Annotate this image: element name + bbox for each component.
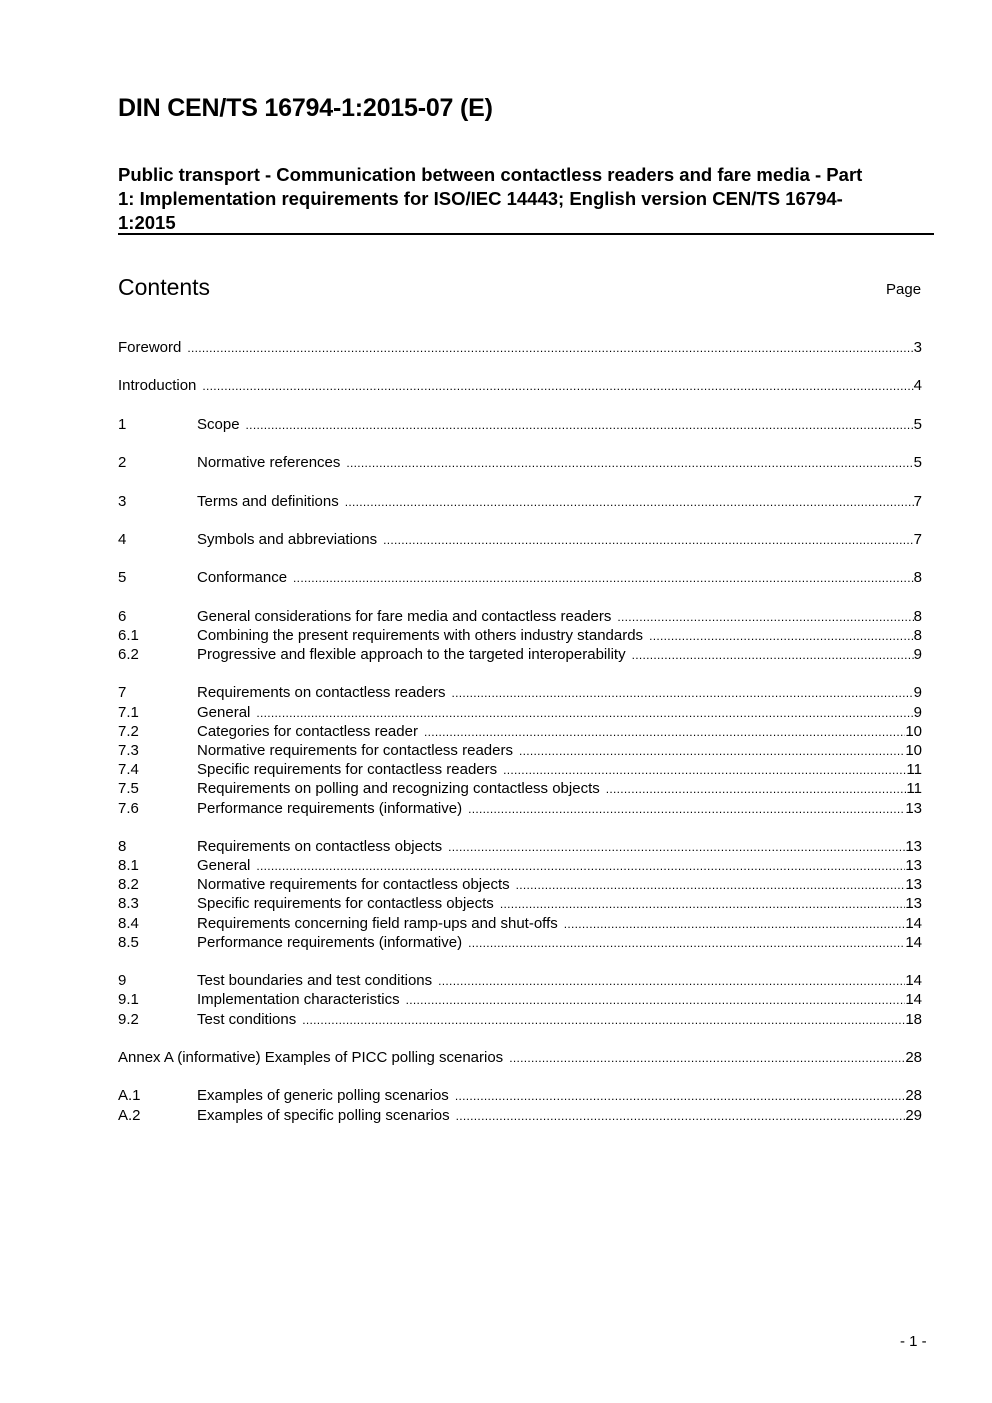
toc-dot-leader <box>617 611 913 623</box>
toc-entry[interactable] <box>118 684 922 703</box>
toc-entry-number: 8.2 <box>118 876 139 894</box>
document-title-line: 1:2015 <box>118 212 176 233</box>
toc-dot-leader <box>503 764 906 776</box>
toc-entry-number: 1 <box>118 415 127 433</box>
toc-entry-page: 13 <box>905 799 922 817</box>
page-column-label: Page <box>886 281 922 298</box>
toc-entry-page: 14 <box>905 914 922 932</box>
toc-entry[interactable] <box>118 742 922 761</box>
toc-entry-title: Annex A (informative) Examples of PICC polling scenarios <box>118 1048 504 1066</box>
toc-entry-page: 9 <box>913 684 922 702</box>
toc-entry-number: 3 <box>118 492 127 510</box>
toc-entry-page: 5 <box>913 454 922 472</box>
toc-dot-leader <box>456 1110 906 1122</box>
document-title-line: Public transport - Communication between contactless readers and fare media - Part <box>118 164 863 185</box>
toc-entry-title: Requirements on polling and recognizing contactless objects <box>197 780 600 798</box>
toc-entry[interactable] <box>118 895 922 914</box>
document-id: DIN CEN/TS 16794-1:2015-07 (E) <box>118 94 493 122</box>
toc-entry-number: 7 <box>118 684 127 702</box>
page-number: - 1 - <box>900 1333 927 1350</box>
toc-entry-page: 13 <box>905 837 922 855</box>
toc-entry-title: Requirements on contactless readers <box>197 684 446 702</box>
toc-entry-number: 9.1 <box>118 991 139 1009</box>
toc-entry-title: General <box>197 703 251 721</box>
toc-entry-page: 28 <box>905 1048 922 1066</box>
toc-dot-leader <box>455 1090 906 1102</box>
toc-entry[interactable] <box>118 339 922 358</box>
toc-entry[interactable] <box>118 838 922 857</box>
toc-entry[interactable] <box>118 608 922 627</box>
toc-entry-number: 7.4 <box>118 761 139 779</box>
toc-entry-page: 8 <box>913 607 922 625</box>
toc-entry[interactable] <box>118 1049 922 1068</box>
toc-dot-leader <box>468 803 905 815</box>
toc-entry-number: 6 <box>118 607 127 625</box>
toc-entry-title: Symbols and abbreviations <box>197 530 378 548</box>
toc-entry-title: Requirements concerning field ramp-ups and shut-offs <box>197 914 558 932</box>
toc-entry-title: Normative references <box>197 454 341 472</box>
toc-dot-leader <box>302 1014 905 1026</box>
title-divider <box>118 233 934 235</box>
toc-dot-leader <box>649 630 914 642</box>
toc-entry-number: 9 <box>118 972 127 990</box>
toc-entry[interactable] <box>118 915 922 934</box>
document-title-line: 1: Implementation requirements for ISO/IEC 14443; English version CEN/TS 16794- <box>118 188 843 209</box>
toc-entry-title: Performance requirements (informative) <box>197 933 463 951</box>
toc-entry-title: Terms and definitions <box>197 492 339 510</box>
toc-entry-title: Performance requirements (informative) <box>197 799 463 817</box>
toc-entry[interactable] <box>118 1107 922 1126</box>
toc-entry-title: Normative requirements for contactless readers <box>197 741 513 759</box>
toc-dot-leader <box>632 649 914 661</box>
toc-entry[interactable] <box>118 627 922 646</box>
toc-entry-page: 7 <box>913 530 922 548</box>
toc-entry-number: 7.3 <box>118 741 139 759</box>
toc-entry-number: 7.2 <box>118 722 139 740</box>
toc-entry[interactable] <box>118 531 922 550</box>
toc-entry-title: Implementation characteristics <box>197 991 400 1009</box>
toc-entry[interactable] <box>118 857 922 876</box>
toc-entry[interactable] <box>118 1011 922 1030</box>
toc-dot-leader <box>256 860 905 872</box>
toc-entry-page: 13 <box>905 876 922 894</box>
table-of-contents <box>118 339 922 1126</box>
toc-entry-number: 7.1 <box>118 703 139 721</box>
toc-entry-number: 8.1 <box>118 857 139 875</box>
toc-dot-leader <box>438 975 905 987</box>
toc-entry-number: 9.2 <box>118 1010 139 1028</box>
toc-entry-number: 7.5 <box>118 780 139 798</box>
toc-dot-leader <box>519 745 905 757</box>
toc-dot-leader <box>606 783 907 795</box>
toc-dot-leader <box>293 572 914 584</box>
document-title <box>118 163 933 235</box>
toc-entry-page: 18 <box>905 1010 922 1028</box>
toc-entry-page: 10 <box>905 722 922 740</box>
toc-entry-page: 3 <box>913 339 922 356</box>
toc-entry[interactable] <box>118 876 922 895</box>
toc-entry[interactable] <box>118 646 922 665</box>
toc-entry-title: Introduction <box>118 377 197 395</box>
toc-entry[interactable] <box>118 704 922 723</box>
toc-entry-number: 4 <box>118 530 127 548</box>
toc-entry-title: Specific requirements for contactless objects <box>197 895 494 913</box>
toc-entry-page: 9 <box>913 703 922 721</box>
toc-entry-page: 5 <box>913 415 922 433</box>
toc-entry-title: Test boundaries and test conditions <box>197 972 433 990</box>
toc-dot-leader <box>383 534 914 546</box>
toc-entry-title: Specific requirements for contactless readers <box>197 761 498 779</box>
toc-entry[interactable] <box>118 991 922 1010</box>
toc-dot-leader <box>424 726 905 738</box>
toc-dot-leader <box>468 937 905 949</box>
toc-entry-number: 8 <box>118 837 127 855</box>
toc-entry-page: 4 <box>913 377 922 395</box>
toc-entry-page: 10 <box>905 741 922 759</box>
toc-dot-leader <box>564 918 906 930</box>
toc-entry-number: 6.2 <box>118 646 139 663</box>
toc-entry-title: Scope <box>197 415 240 433</box>
toc-entry-page: 11 <box>906 780 922 798</box>
toc-entry[interactable] <box>118 493 922 512</box>
toc-entry-page: 9 <box>913 646 922 663</box>
toc-entry-title: Requirements on contactless objects <box>197 837 443 855</box>
toc-entry[interactable] <box>118 454 922 473</box>
toc-dot-leader <box>448 841 905 853</box>
toc-dot-leader <box>509 1052 905 1064</box>
toc-entry-page: 14 <box>905 972 922 990</box>
toc-entry-number: 8.3 <box>118 895 139 913</box>
toc-entry-number: 6.1 <box>118 626 139 644</box>
toc-entry-title: Normative requirements for contactless objects <box>197 876 510 894</box>
toc-entry-title: Foreword <box>118 339 182 356</box>
contents-heading: Contents <box>118 274 211 300</box>
toc-entry-title: Categories for contactless reader <box>197 722 418 740</box>
toc-dot-leader <box>451 687 913 699</box>
toc-entry-title: Examples of specific polling scenarios <box>197 1106 450 1124</box>
toc-entry-title: Progressive and flexible approach to the targeted interoperability <box>197 646 626 663</box>
toc-entry-number: 2 <box>118 454 127 472</box>
toc-entry-page: 28 <box>905 1087 922 1105</box>
toc-entry[interactable] <box>118 377 922 396</box>
toc-entry[interactable] <box>118 972 922 991</box>
toc-dot-leader <box>500 898 906 910</box>
toc-entry-number: A.2 <box>118 1106 141 1124</box>
toc-entry-number: 8.5 <box>118 933 139 951</box>
toc-entry-page: 29 <box>905 1106 922 1124</box>
toc-dot-leader <box>246 419 914 431</box>
toc-entry-title: General <box>197 857 251 875</box>
toc-entry-page: 13 <box>905 895 922 913</box>
toc-entry[interactable] <box>118 416 922 435</box>
toc-entry[interactable] <box>118 723 922 742</box>
toc-entry-number: 5 <box>118 569 127 587</box>
toc-entry[interactable] <box>118 800 922 819</box>
toc-dot-leader <box>516 879 906 891</box>
toc-entry[interactable] <box>118 761 922 780</box>
toc-entry-title: Test conditions <box>197 1010 297 1028</box>
toc-entry[interactable] <box>118 1087 922 1106</box>
toc-entry-page: 13 <box>905 857 922 875</box>
toc-entry[interactable] <box>118 569 922 588</box>
toc-dot-leader <box>202 380 913 392</box>
toc-entry-number: A.1 <box>118 1087 141 1105</box>
toc-entry[interactable] <box>118 780 922 799</box>
toc-entry-page: 14 <box>905 933 922 951</box>
toc-entry-title: Examples of generic polling scenarios <box>197 1087 449 1105</box>
toc-dot-leader <box>406 994 906 1006</box>
toc-entry-page: 8 <box>913 569 922 587</box>
toc-entry[interactable] <box>118 934 922 953</box>
toc-dot-leader <box>187 342 913 354</box>
toc-dot-leader <box>256 707 913 719</box>
toc-entry-title: General considerations for fare media and contactless readers <box>197 607 612 625</box>
toc-entry-page: 7 <box>913 492 922 510</box>
toc-entry-title: Combining the present requirements with others industry standards <box>197 626 644 644</box>
toc-entry-number: 7.6 <box>118 799 139 817</box>
toc-dot-leader <box>346 457 913 469</box>
toc-entry-page: 8 <box>913 626 922 644</box>
toc-entry-title: Conformance <box>197 569 288 587</box>
toc-entry-number: 8.4 <box>118 914 139 932</box>
toc-dot-leader <box>345 496 914 508</box>
toc-entry-page: 14 <box>905 991 922 1009</box>
toc-entry-page: 11 <box>906 761 922 779</box>
